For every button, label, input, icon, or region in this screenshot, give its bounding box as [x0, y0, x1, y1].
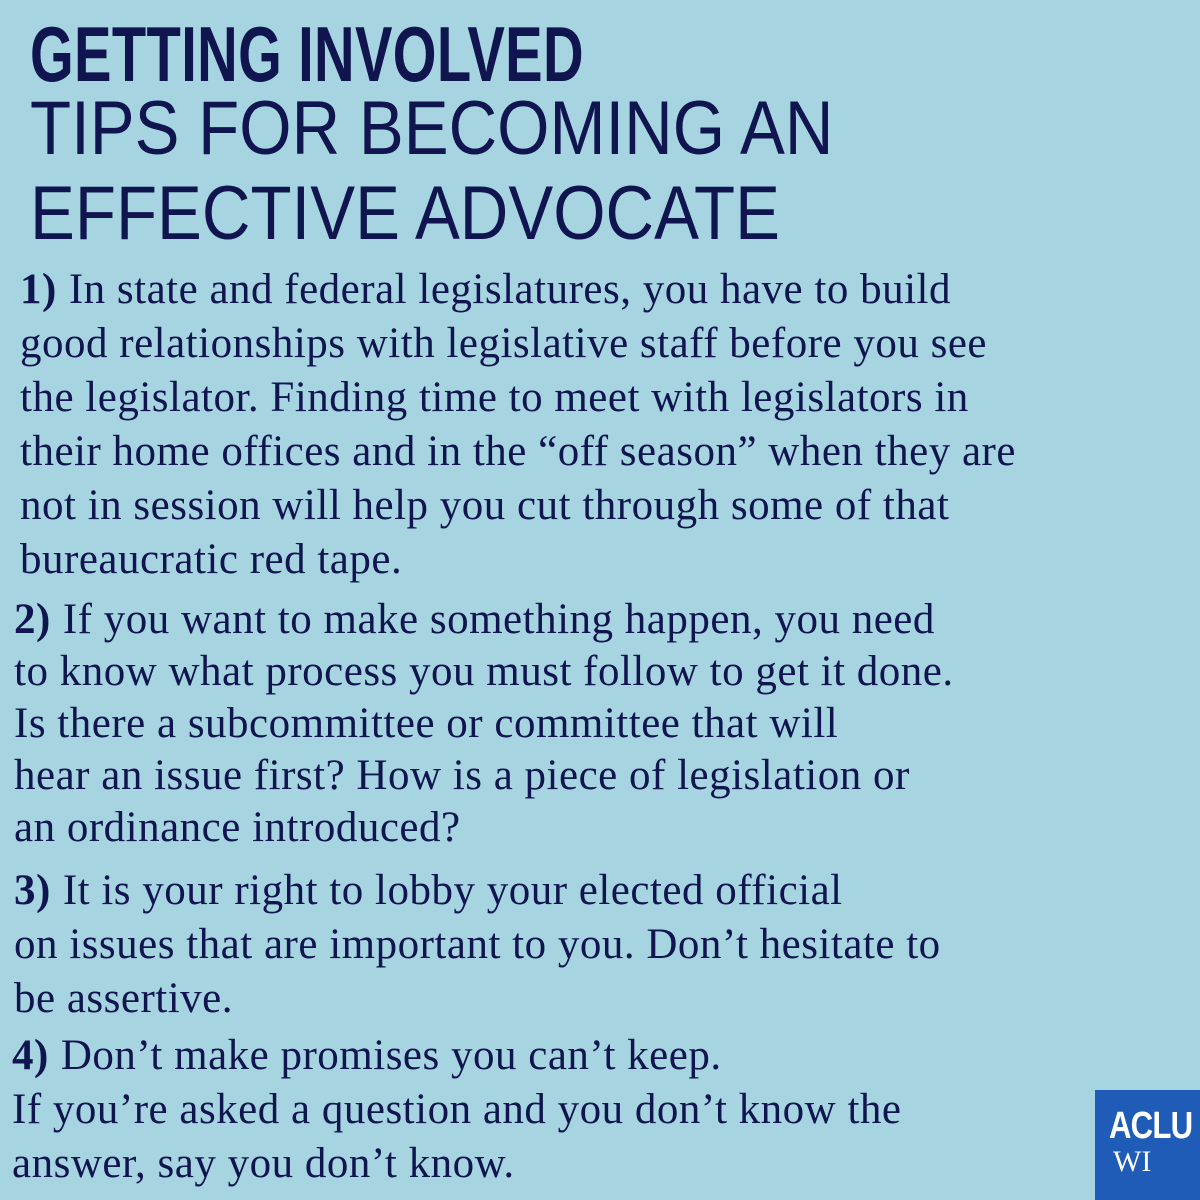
page-title: GETTING INVOLVED — [30, 10, 584, 98]
logo-name: ACLU — [1109, 1105, 1193, 1147]
tip-1 — [20, 263, 1016, 587]
tip-line: their home offices and in the “off season” when they are — [20, 428, 1016, 475]
tip-line — [14, 594, 954, 646]
tip-3 — [14, 864, 941, 1026]
subtitle-line-1: TIPS FOR BECOMING AN — [30, 86, 834, 171]
tip-text: If you want to make something happen, you need — [62, 596, 935, 643]
tip-line — [20, 263, 1016, 317]
tip-4 — [12, 1029, 901, 1191]
aclu-wi-logo — [1095, 1090, 1200, 1200]
tip-line — [12, 1029, 901, 1083]
tip-2 — [14, 594, 954, 854]
tip-line: the legislator. Finding time to meet with legislators in — [20, 374, 969, 421]
tip-number: 2) — [14, 596, 51, 643]
tip-line: hear an issue first? How is a piece of legislation or — [14, 752, 910, 799]
tip-text: In state and federal legislatures, you have to build — [68, 266, 951, 313]
tip-line — [14, 864, 941, 918]
tip-line: answer, say you don’t know. — [12, 1140, 515, 1187]
tip-line: be assertive. — [14, 975, 234, 1022]
tip-line: an ordinance introduced? — [14, 804, 461, 851]
tip-line: Is there a subcommittee or committee that will — [14, 700, 839, 747]
tip-text: It is your right to lobby your elected official — [62, 867, 843, 914]
tip-line: to know what process you must follow to get it done. — [14, 648, 954, 695]
tip-number: 1) — [20, 266, 57, 313]
tip-line: good relationships with legislative staff before you see — [20, 320, 988, 367]
subtitle-line-2: EFFECTIVE ADVOCATE — [30, 171, 780, 256]
tip-line: bureaucratic red tape. — [20, 536, 403, 583]
tip-number: 3) — [14, 867, 51, 914]
tip-line: on issues that are important to you. Don’t hesitate to — [14, 921, 941, 968]
tip-line: If you’re asked a question and you don’t know the — [12, 1086, 902, 1133]
tip-number: 4) — [12, 1032, 49, 1079]
tip-text: Don’t make promises you can’t keep. — [60, 1032, 722, 1079]
logo-region: WI — [1113, 1145, 1152, 1178]
tip-line: not in session will help you cut through some of that — [20, 482, 950, 529]
